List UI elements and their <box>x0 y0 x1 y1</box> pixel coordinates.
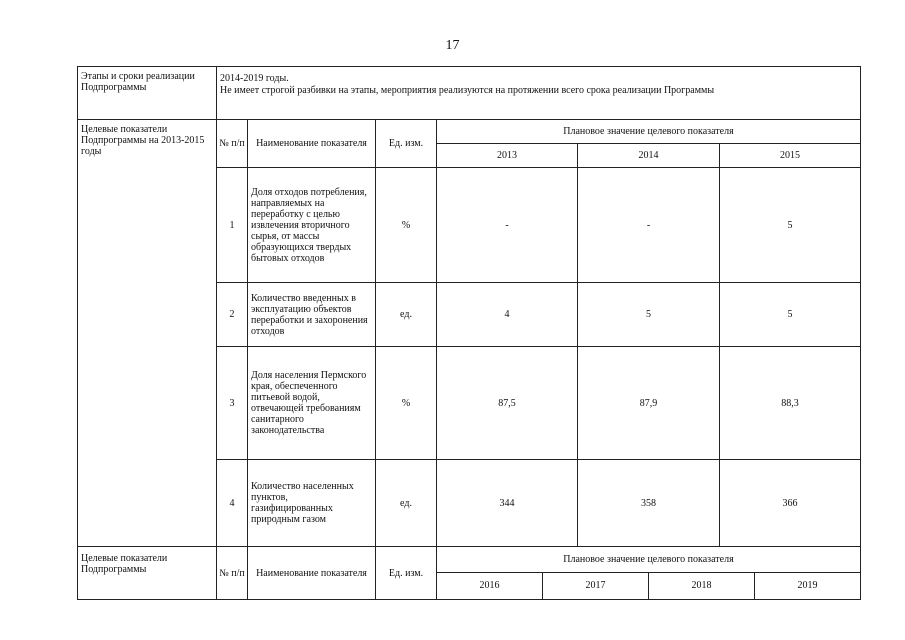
col-name-header: Наименование показателя <box>248 120 376 168</box>
year-header: 2015 <box>720 144 861 168</box>
page-number: 17 <box>445 38 460 53</box>
unit-cell: ед. <box>376 283 437 347</box>
value-cell: 344 <box>437 460 578 547</box>
row-num: 2 <box>217 283 248 347</box>
col-num-header: № п/п <box>217 547 248 600</box>
year-header: 2014 <box>578 144 720 168</box>
stages-content <box>217 67 861 120</box>
indicator-name: Количество введенных в эксплуатацию объектов переработки и захоронения отходов <box>248 283 376 347</box>
value-cell: - <box>578 168 720 283</box>
row-num: 1 <box>217 168 248 283</box>
stages-description: Не имеет строгой разбивки на этапы, мероприятия реализуются на протяжении всего срока реализации Программы <box>220 85 715 96</box>
col-num-header: № п/п <box>217 120 248 168</box>
value-cell: 5 <box>720 283 861 347</box>
value-cell: 5 <box>720 168 861 283</box>
value-cell: 87,5 <box>437 347 578 460</box>
row-num: 3 <box>217 347 248 460</box>
year-header: 2017 <box>543 573 649 599</box>
unit-cell: % <box>376 347 437 460</box>
indicator-name: Количество населенных пунктов, газифицированных природным газом <box>248 460 376 547</box>
row-num: 4 <box>217 460 248 547</box>
year-header: 2016 <box>437 573 543 599</box>
plan-2016-block <box>437 547 861 600</box>
unit-cell: % <box>376 168 437 283</box>
indicator-name: Доля населения Пермского края, обеспеченного питьевой водой, отвечающей требованиям санитарного законодательства <box>248 347 376 460</box>
col-unit-header: Ед. изм. <box>376 120 437 168</box>
col-unit-header: Ед. изм. <box>376 547 437 600</box>
year-header: 2018 <box>649 573 755 599</box>
targets-2013-label: Целевые показатели Подпрограммы на 2013-2015 годы <box>78 120 217 547</box>
program-table <box>77 66 861 600</box>
stages-years: 2014-2019 годы. <box>220 73 289 84</box>
value-cell: 366 <box>720 460 861 547</box>
col-name-header: Наименование показателя <box>248 547 376 600</box>
value-cell: 358 <box>578 460 720 547</box>
col-plan-header: Плановое значение целевого показателя <box>563 554 734 565</box>
col-plan-header: Плановое значение целевого показателя <box>437 120 861 144</box>
year-header: 2019 <box>797 580 818 591</box>
value-cell: 4 <box>437 283 578 347</box>
year-header: 2013 <box>437 144 578 168</box>
indicator-name: Доля отходов потребления, направляемых на переработку с целью извлечения вторичного сырья, от массы образующихся твердых бытовых отходов <box>248 168 376 283</box>
unit-cell: ед. <box>376 460 437 547</box>
targets-2016-label: Целевые показатели Подпрограммы <box>78 547 217 600</box>
value-cell: 87,9 <box>578 347 720 460</box>
value-cell: 5 <box>578 283 720 347</box>
stages-label: Этапы и сроки реализации Подпрограммы <box>78 67 217 120</box>
value-cell: - <box>437 168 578 283</box>
value-cell: 88,3 <box>720 347 861 460</box>
